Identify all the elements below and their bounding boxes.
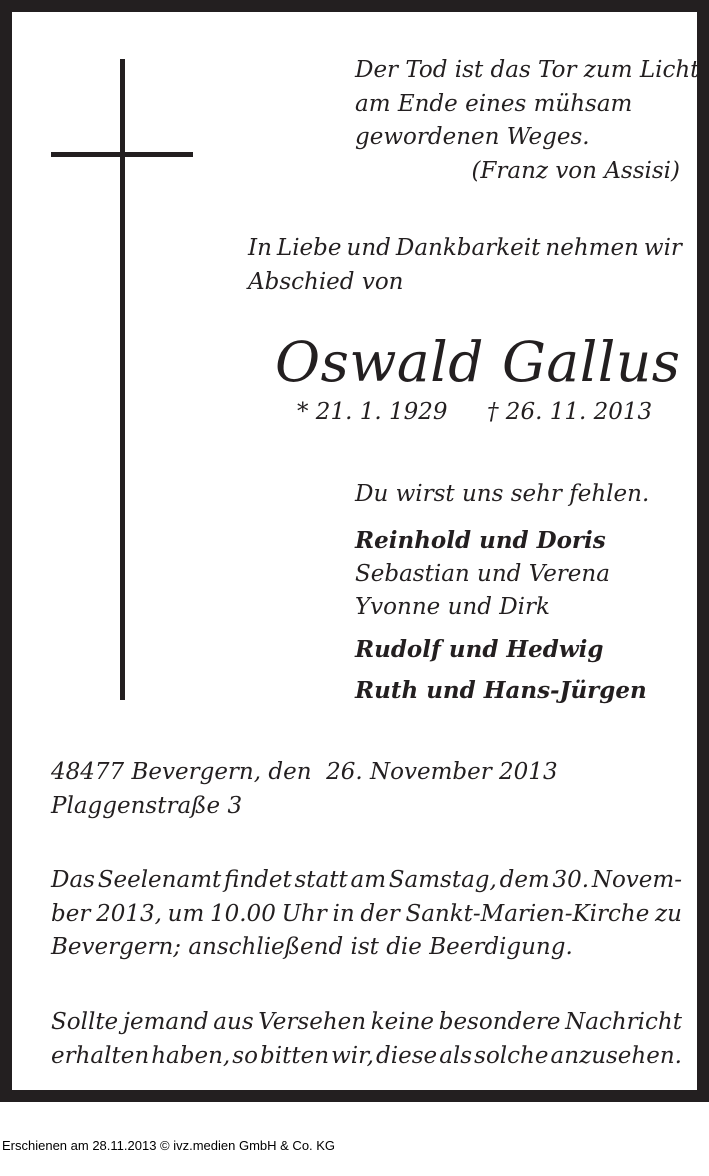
intro-word: Dankbarkeit — [395, 235, 541, 261]
family-list — [355, 524, 647, 708]
service-word: findet — [224, 867, 292, 893]
notice-word: als — [439, 1042, 473, 1069]
notice-word: solche — [474, 1042, 549, 1069]
closing-line: Du wirst uns sehr fehlen. — [355, 481, 650, 507]
service-word: Das — [51, 867, 95, 893]
service-word: ber — [51, 900, 91, 927]
service-word: in — [332, 900, 355, 927]
service-paragraph — [51, 864, 682, 965]
service-word: statt — [294, 867, 348, 893]
intro-word: und — [346, 235, 391, 261]
service-word: um — [167, 900, 205, 927]
quote-line: gewordenen Weges. — [355, 124, 590, 150]
deceased-name: Oswald Gallus — [275, 330, 681, 394]
notice-word: anzusehen. — [550, 1042, 682, 1069]
intro-word: In — [248, 235, 272, 261]
family-lead: Reinhold und Doris — [355, 527, 606, 554]
notice-word: jemand — [122, 1009, 209, 1035]
notice-word: haben, — [151, 1042, 231, 1069]
service-word: Samstag, — [388, 867, 497, 893]
address-block — [51, 756, 558, 823]
service-word: dem — [499, 867, 550, 893]
intro-text — [248, 232, 682, 299]
notice-paragraph — [51, 1006, 682, 1073]
service-word: am — [350, 867, 387, 893]
notice-word: besondere — [438, 1009, 561, 1035]
service-line: Bevergern; anschließend ist die Beerdigung. — [51, 934, 573, 960]
quote-line: am Ende eines mühsam — [355, 90, 633, 117]
notice-word: diese — [376, 1042, 438, 1069]
intro-word: nehmen — [545, 235, 639, 261]
quote-line: Der Tod ist das Tor zum Licht — [355, 57, 700, 83]
service-word: Sankt-Marien-Kirche — [405, 900, 650, 927]
notice-word: keine — [370, 1009, 435, 1035]
birth-date: * 21. 1. 1929 — [297, 399, 448, 425]
notice-word: Nachricht — [565, 1009, 682, 1035]
notice-word: erhalten — [51, 1042, 150, 1069]
quote-attribution: (Franz von Assisi) — [471, 157, 680, 184]
notice-word: Versehen — [258, 1009, 367, 1035]
quote-block — [355, 54, 699, 188]
family-member: Sebastian und Verena — [355, 560, 610, 587]
service-word: Novem- — [591, 867, 682, 893]
intro-word: wir — [643, 235, 682, 261]
notice-word: Sollte — [51, 1009, 119, 1035]
intro-word: Liebe — [276, 235, 342, 261]
service-word: der — [360, 900, 400, 927]
service-word: Seelenamt — [97, 867, 222, 893]
street-address: Plaggenstraße 3 — [51, 792, 243, 819]
cross-icon-horizontal-bar — [51, 152, 193, 157]
publication-footer: Erschienen am 28.11.2013 © ivz.medien GmbH & Co. KG — [2, 1138, 336, 1153]
service-word: 30. — [552, 867, 590, 893]
family-lead: Rudolf und Hedwig — [355, 635, 604, 663]
place-date: 48477 Bevergern, den 26. November 2013 — [51, 759, 558, 785]
intro-line: Abschied von — [248, 268, 404, 295]
death-date: † 26. 11. 2013 — [487, 399, 653, 425]
notice-word: so — [232, 1042, 258, 1069]
notice-word: wir, — [331, 1042, 374, 1069]
notice-word: aus — [213, 1009, 254, 1035]
family-lead: Ruth und Hans-Jürgen — [355, 677, 647, 704]
family-member: Yvonne und Dirk — [355, 594, 550, 620]
service-word: 10.00 — [209, 900, 276, 927]
service-word: zu — [655, 900, 682, 927]
notice-word: bitten — [260, 1042, 330, 1069]
service-word: Uhr — [281, 900, 327, 927]
service-word: 2013, — [96, 900, 162, 927]
